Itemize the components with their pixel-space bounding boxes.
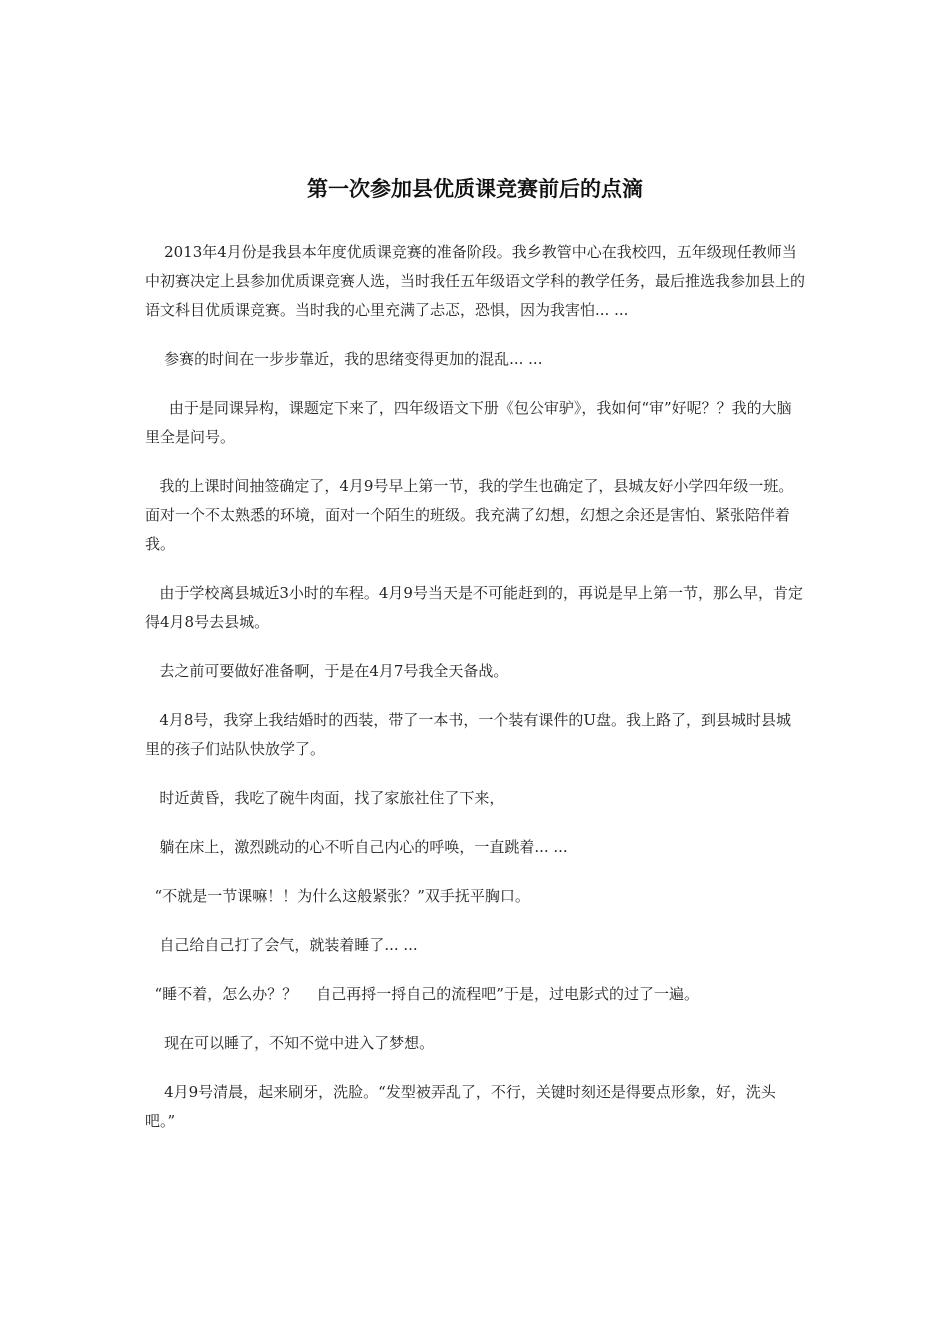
paragraph: 我的上课时间抽签确定了，4月9号早上第一节，我的学生也确定了，县城友好小学四年级一班。面对一个不太熟悉的环境，面对一个陌生的班级。我充满了幻想，幻想之余还是害怕、紧张陪伴着我。 xyxy=(145,477,794,553)
paragraph: 去之前可要做好准备啊，于是在4月7号我全天备战。 xyxy=(145,662,509,680)
paragraph: 躺在床上，激烈跳动的心不听自己内心的呼唤，一直跳着... ... xyxy=(145,838,568,856)
paragraph: 4月8号，我穿上我结婚时的西装，带了一本书，一个装有课件的U盘。我上路了，到县城时县城里的孩子们站队快放学了。 xyxy=(145,711,792,758)
document-body xyxy=(145,238,805,1156)
paragraph: 由于是同课异构，课题定下来了，四年级语文下册《包公审驴》，我如何“审”好呢？？我的大脑里全是问号。 xyxy=(145,399,792,446)
paragraph: 自己给自己打了会气，就装着睡了... ... xyxy=(145,936,418,954)
paragraph: 由于学校离县城近3小时的车程。4月9号当天是不可能赶到的，再说是早上第一节，那么早，肯定得4月8号去县城。 xyxy=(145,584,803,631)
paragraph: “不就是一节课嘛！！为什么这般紧张？”双手抚平胸口。 xyxy=(145,887,530,905)
paragraph: 现在可以睡了，不知不觉中进入了梦想。 xyxy=(145,1034,435,1052)
paragraph: “睡不着，怎么办？？ 自己再捋一捋自己的流程吧”于是，过电影式的过了一遍。 xyxy=(145,985,699,1003)
paragraph: 2013年4月份是我县本年度优质课竞赛的准备阶段。我乡教管中心在我校四，五年级现任教师当中初赛决定上县参加优质课竞赛人选，当时我任五年级语文学科的教学任务，最后推选我参加县上的语文科目优质课竞赛。当时我的心里充满了忐忑，恐惧，因为我害怕... ... xyxy=(145,243,806,319)
paragraph: 4月9号清晨，起来刷牙，洗脸。“发型被弄乱了，不行，关键时刻还是得要点形象，好，洗头吧。” xyxy=(145,1083,776,1130)
paragraph: 参赛的时间在一步步靠近，我的思绪变得更加的混乱... ... xyxy=(145,350,543,368)
paragraph: 时近黄昏，我吃了碗牛肉面，找了家旅社住了下来， xyxy=(145,789,505,807)
document-title: 第一次参加县优质课竞赛前后的点滴 xyxy=(307,177,643,201)
